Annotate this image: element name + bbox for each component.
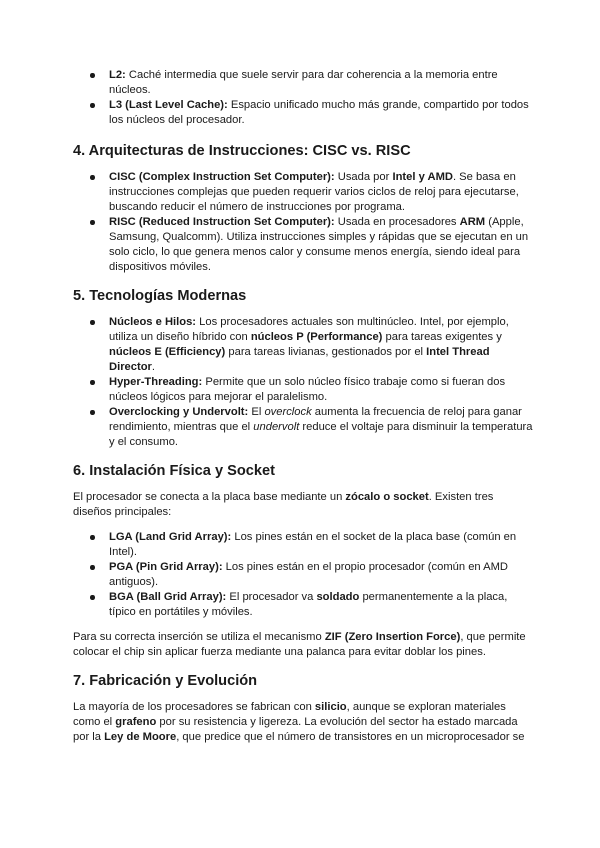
cache-list xyxy=(73,68,533,128)
term: RISC (Reduced Instruction Set Computer): xyxy=(109,216,335,228)
bold-text: Intel Thread Director xyxy=(109,346,490,373)
text: . xyxy=(151,361,156,373)
socket-intro xyxy=(73,490,533,520)
text: Para su correcta inserción se utiliza el mecanismo xyxy=(73,631,325,643)
list-item-overclocking xyxy=(73,405,533,450)
text: El procesador se conecta a la placa base mediante un xyxy=(73,491,346,503)
list-item-cisc xyxy=(73,170,533,215)
text: , aunque se exploran materiales como el xyxy=(73,701,506,728)
bold-text: Intel y AMD xyxy=(392,171,453,183)
document-content xyxy=(73,68,533,745)
term: CISC (Complex Instruction Set Computer): xyxy=(109,171,335,183)
term: Overclocking y Undervolt: xyxy=(109,406,249,418)
text: para tareas livianas, gestionados por el xyxy=(225,346,427,358)
text: La mayoría de los procesadores se fabrican con xyxy=(73,701,315,713)
text: . Se basa en instrucciones complejas que pueden requerir varios ciclos de reloj para ejecutarse, buscando reducir el número de instrucciones por programa. xyxy=(109,171,519,213)
text: Usada por xyxy=(334,171,393,183)
section-6-heading: 6. Instalación Física y Socket xyxy=(73,463,275,479)
text: (Apple, Samsung, Qualcomm). Utiliza instrucciones simples y rápidas que se ejecutan en un solo ciclo, lo que genera menos calor y consume menos energía, siendo ideal para dispositivos móviles. xyxy=(109,216,529,273)
section-7-heading: 7. Fabricación y Evolución xyxy=(73,673,258,689)
bold-text: silicio xyxy=(314,701,347,713)
text: reduce el voltaje para disminuir la temperatura y el consumo. xyxy=(109,421,533,448)
socket-list xyxy=(73,530,533,620)
text: El procesador va xyxy=(226,591,317,603)
text: . Existen tres diseños principales: xyxy=(73,491,494,518)
term: LGA (Land Grid Array): xyxy=(109,531,232,543)
italic-text: overclock xyxy=(264,406,312,418)
list-item-bga xyxy=(73,590,533,620)
fabrication-paragraph xyxy=(73,700,533,745)
term: Núcleos e Hilos: xyxy=(109,316,197,328)
bold-text: grafeno xyxy=(115,716,157,728)
list-item-lga xyxy=(73,530,533,560)
term: PGA (Pin Grid Array): xyxy=(109,561,223,573)
list-item-cores xyxy=(73,315,533,375)
text: para tareas exigentes y xyxy=(382,331,502,343)
text: , que permite colocar el chip sin aplicar fuerza mediante una palanca para evitar doblar los pines. xyxy=(73,631,526,658)
bold-text: zócalo o socket xyxy=(345,491,429,503)
text: por su resistencia y ligereza. La evolución del sector ha estado marcada por la xyxy=(73,716,518,743)
zif-paragraph xyxy=(73,630,533,660)
bold-text: núcleos E (Efficiency) xyxy=(109,346,226,358)
modern-tech-list xyxy=(73,315,533,450)
text: Usada en procesadores xyxy=(334,216,460,228)
list-item-pga xyxy=(73,560,533,590)
list-item-hyperthreading xyxy=(73,375,533,405)
text: Los procesadores actuales son multinúcleo. Intel, por ejemplo, utiliza un diseño híbrido con xyxy=(109,316,509,343)
list-item-l3 xyxy=(73,98,533,128)
list-item-risc xyxy=(73,215,533,275)
section-4-heading: 4. Arquitecturas de Instrucciones: CISC vs. RISC xyxy=(73,143,411,159)
text: Los pines están en el propio procesador (común en AMD antiguos). xyxy=(109,561,508,588)
bold-text: ZIF (Zero Insertion Force) xyxy=(324,631,461,643)
section-5-heading: 5. Tecnologías Modernas xyxy=(73,288,247,304)
item-text: Espacio unificado mucho más grande, compartido por todos los núcleos del procesador. xyxy=(109,99,529,126)
item-text: Caché intermedia que suele servir para dar coherencia a la memoria entre núcleos. xyxy=(109,69,498,96)
bold-text: ARM xyxy=(459,216,486,228)
term: Hyper-Threading: xyxy=(109,376,203,388)
bold-text: soldado xyxy=(316,591,360,603)
bold-text: Ley de Moore xyxy=(104,731,177,743)
text: Permite que un solo núcleo físico trabaje como si fueran dos núcleos lógicos para mejorar el paralelismo. xyxy=(109,376,506,403)
text: aumenta la frecuencia de reloj para ganar rendimiento, mientras que el xyxy=(109,406,522,433)
text: El xyxy=(248,406,265,418)
term: BGA (Ball Grid Array): xyxy=(109,591,227,603)
isa-list xyxy=(73,170,533,275)
text: Los pines están en el socket de la placa base (común en Intel). xyxy=(109,531,517,558)
term: L3 (Last Level Cache): xyxy=(109,99,228,111)
italic-text: undervolt xyxy=(253,421,300,433)
bold-text: núcleos P (Performance) xyxy=(250,331,383,343)
text: permanentemente a la placa, típico en portátiles y móviles. xyxy=(109,591,508,618)
list-item-l2 xyxy=(73,68,533,98)
text: , que predice que el número de transistores en un microprocesador se xyxy=(176,731,525,743)
term: L2: xyxy=(109,69,126,81)
